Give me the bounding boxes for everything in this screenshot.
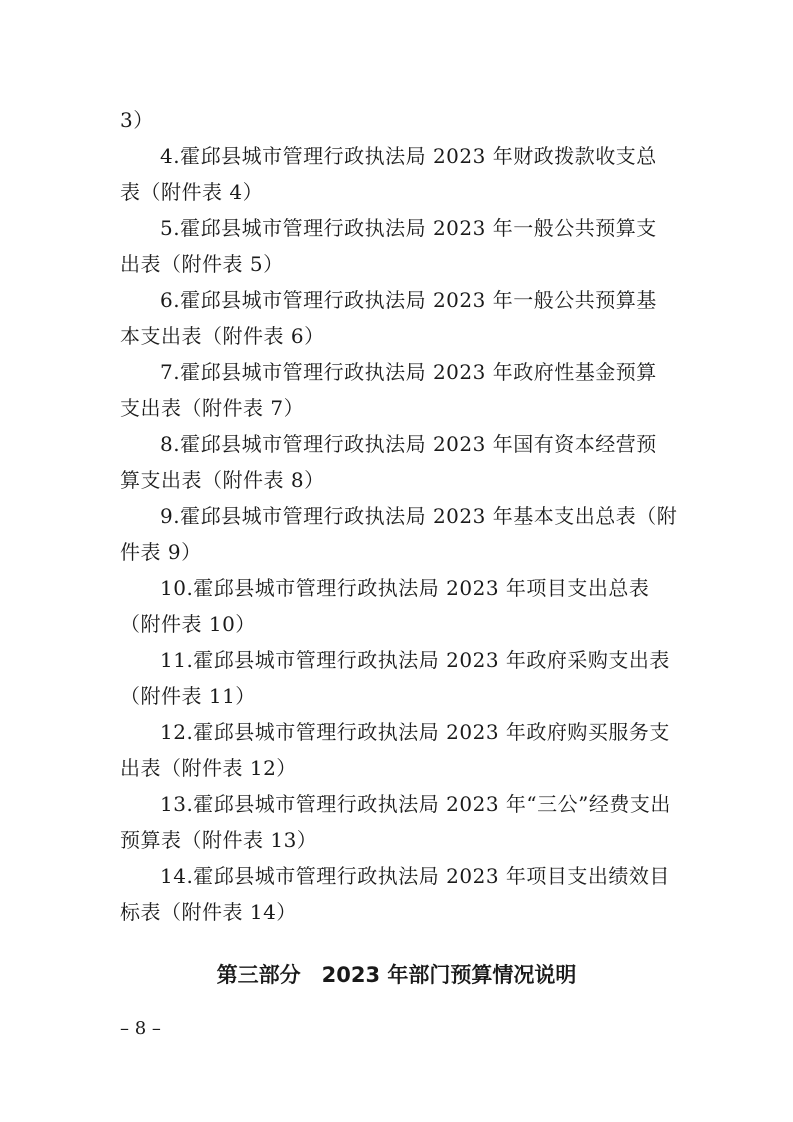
list-item-12-continuation: 出表（附件表 12） (120, 756, 297, 780)
list-item-5-continuation: 出表（附件表 5） (120, 252, 284, 276)
list-item-9: 9.霍邱县城市管理行政执法局 2023 年基本支出总表（附 (160, 504, 678, 528)
list-item-11-continuation: （附件表 11） (120, 684, 256, 708)
list-item-13-continuation: 预算表（附件表 13） (120, 828, 318, 852)
list-item-8-continuation: 算支出表（附件表 8） (120, 468, 325, 492)
attachment-list (120, 102, 680, 930)
list-item-9-continuation: 件表 9） (120, 540, 202, 564)
list-item-3-continuation: 3） (120, 108, 154, 132)
list-item-7-continuation: 支出表（附件表 7） (120, 396, 305, 420)
list-item-6-continuation: 本支出表（附件表 6） (120, 324, 325, 348)
list-item-13: 13.霍邱县城市管理行政执法局 2023 年“三公”经费支出 (160, 792, 671, 816)
page-number: – 8 – (120, 1018, 161, 1039)
list-item-14: 14.霍邱县城市管理行政执法局 2023 年项目支出绩效目 (160, 864, 670, 888)
list-item-8: 8.霍邱县城市管理行政执法局 2023 年国有资本经营预 (160, 432, 657, 456)
list-item-4: 4.霍邱县城市管理行政执法局 2023 年财政拨款收支总 (160, 144, 657, 168)
list-item-6: 6.霍邱县城市管理行政执法局 2023 年一般公共预算基 (160, 288, 657, 312)
list-item-11: 11.霍邱县城市管理行政执法局 2023 年政府采购支出表 (160, 648, 670, 672)
list-item-7: 7.霍邱县城市管理行政执法局 2023 年政府性基金预算 (160, 360, 657, 384)
list-item-10-continuation: （附件表 10） (120, 612, 256, 636)
list-item-10: 10.霍邱县城市管理行政执法局 2023 年项目支出总表 (160, 576, 650, 600)
list-item-12: 12.霍邱县城市管理行政执法局 2023 年政府购买服务支 (160, 720, 670, 744)
list-item-5: 5.霍邱县城市管理行政执法局 2023 年一般公共预算支 (160, 216, 657, 240)
list-item-4-continuation: 表（附件表 4） (120, 180, 264, 204)
list-item-14-continuation: 标表（附件表 14） (120, 900, 297, 924)
section-heading: 第三部分 2023 年部门预算情况说明 (216, 963, 577, 987)
